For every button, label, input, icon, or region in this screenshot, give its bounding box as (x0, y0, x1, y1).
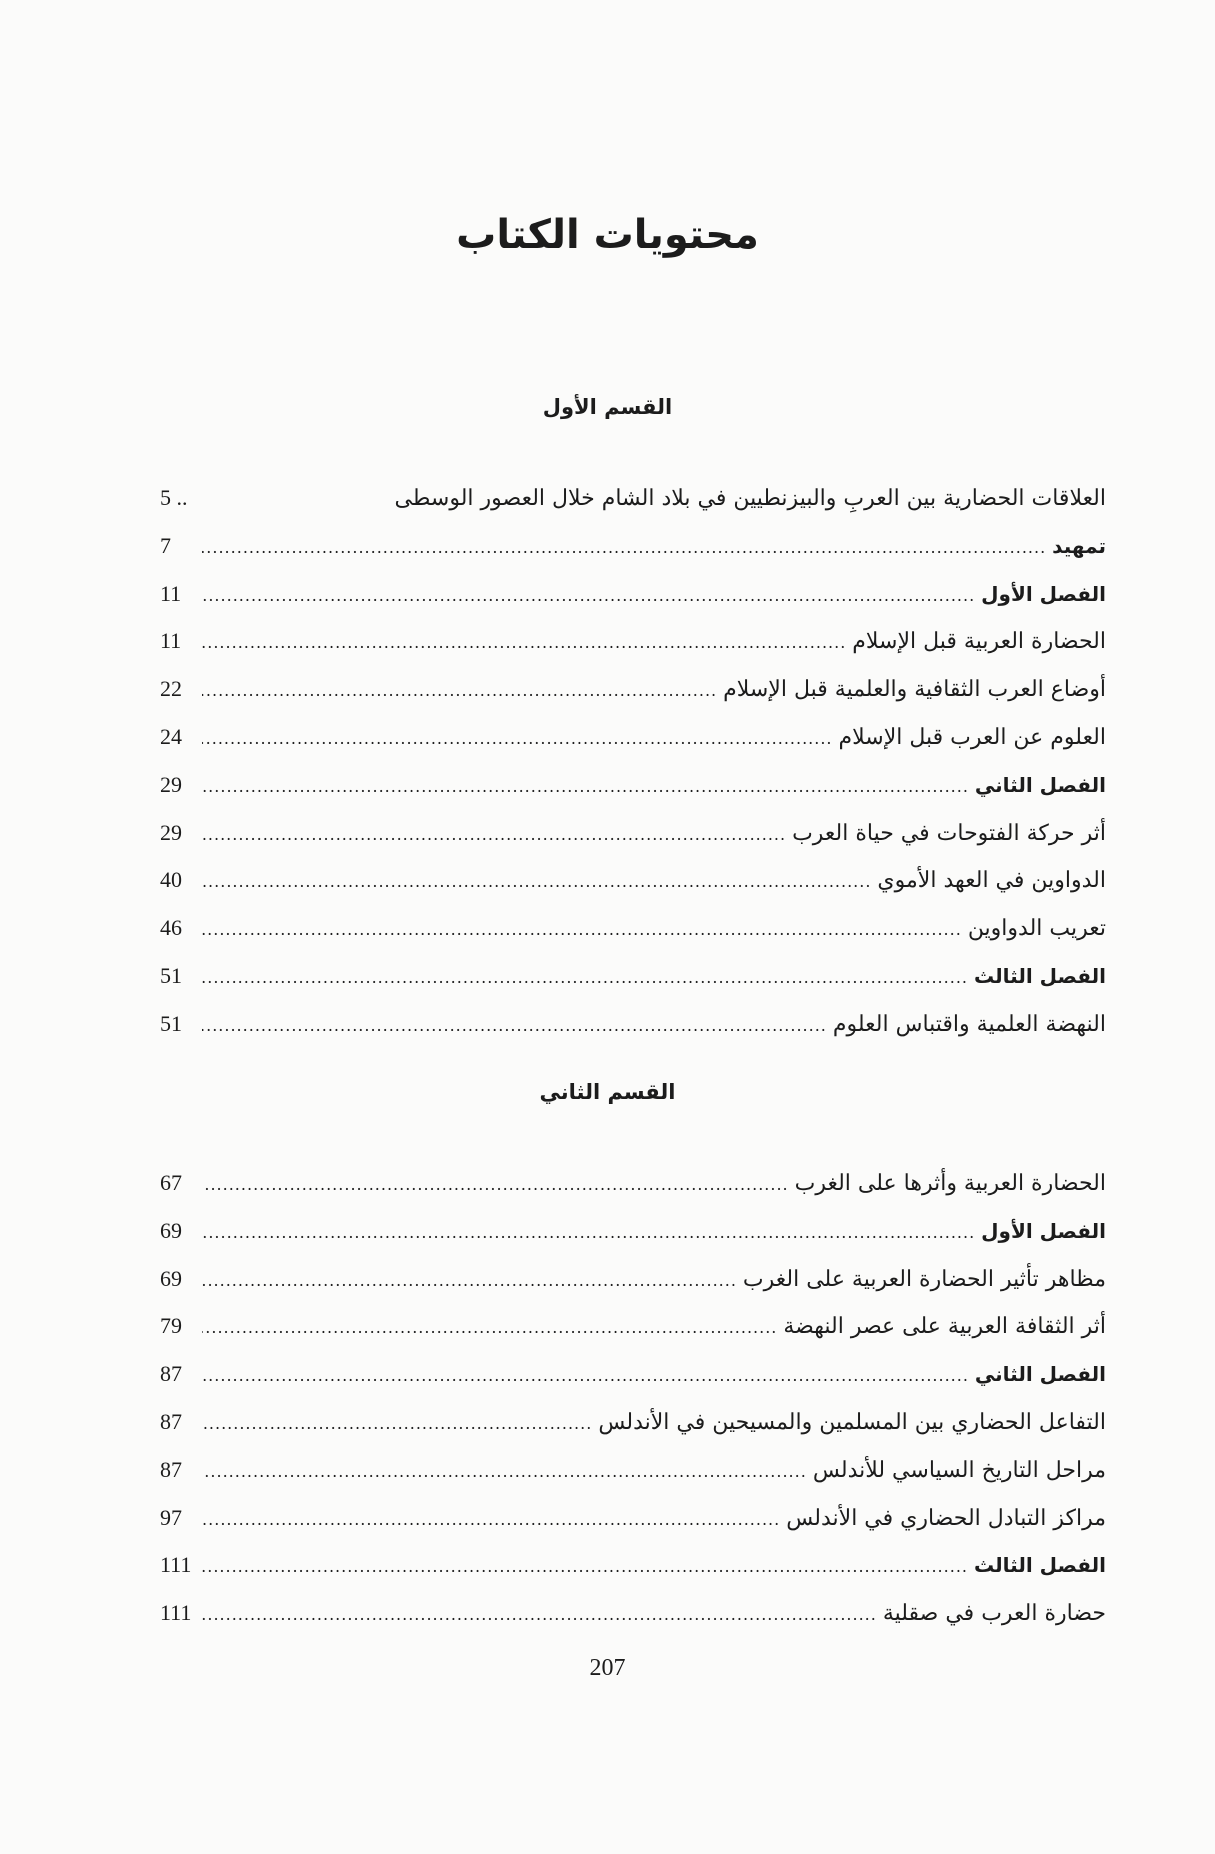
toc-entry-page: 40 (160, 867, 182, 893)
dot-leader (202, 954, 968, 1002)
toc-entry-page: 11 (160, 580, 182, 606)
toc-entry-title: الفصل الثالث (973, 1553, 1106, 1578)
toc-entry-page: 22 (160, 676, 182, 702)
toc-entry (160, 1207, 1106, 1255)
dot-leader (202, 715, 833, 763)
page-number: 207 (589, 1655, 626, 1681)
toc-entry-title: الفصل الأول (981, 1218, 1106, 1243)
toc-entry-page: 46 (160, 915, 182, 941)
dot-leader (202, 619, 846, 667)
dot-leader (202, 763, 969, 811)
toc-entry-title: مراكز التبادل الحضاري في الأندلس (786, 1505, 1106, 1531)
toc-entry-title: أثر حركة الفتوحات في حياة العرب (792, 820, 1106, 846)
toc-entry-title: تمهيد (1052, 533, 1106, 558)
toc-entry (160, 809, 1106, 857)
toc-entry-title: الفصل الأول (981, 581, 1106, 606)
toc-entry-title: مراحل التاريخ السياسي للأندلس (812, 1457, 1106, 1483)
toc-entry (160, 1589, 1106, 1637)
toc-entry (160, 713, 1106, 761)
dot-leader (202, 1209, 975, 1257)
toc-entry-title: الفصل الثاني (974, 1362, 1106, 1387)
toc-entry-title: الفصل الثالث (973, 963, 1106, 988)
part-1-toc-list (160, 474, 1106, 1048)
toc-entry (160, 952, 1106, 1000)
dot-leader (202, 1543, 968, 1591)
toc-entry-page: 87 (160, 1408, 182, 1434)
toc-entry-title: أوضاع العرب الثقافية والعلمية قبل الإسلام (723, 677, 1106, 703)
toc-entry (160, 856, 1106, 904)
toc-entry-page: 69 (160, 1265, 182, 1291)
dot-leader (202, 1002, 827, 1050)
part-2-toc-list (160, 1159, 1106, 1637)
toc-entry (160, 1398, 1106, 1446)
toc-entry (160, 1541, 1106, 1589)
toc-entry (160, 761, 1106, 809)
toc-entry-page: 111 (160, 1552, 192, 1578)
toc-entry-title: النهضة العلمية واقتباس العلوم (832, 1011, 1106, 1037)
toc-entry (160, 904, 1106, 952)
dot-leader (202, 1257, 737, 1305)
toc-entry-title: التفاعل الحضاري بين المسلمين والمسيحين في الأندلس (598, 1409, 1106, 1435)
toc-entry-page: .. 5 (160, 474, 196, 522)
toc-entry-title: الدواوين في العهد الأموي (877, 868, 1106, 894)
dot-leader (202, 572, 975, 620)
toc-entry-title: أثر الثقافة العربية على عصر النهضة (783, 1314, 1106, 1340)
toc-entry (160, 1446, 1106, 1494)
toc-entry (160, 1159, 1106, 1207)
toc-entry (160, 1494, 1106, 1542)
toc-entry (160, 474, 1106, 522)
part-2-heading: القسم الثاني (539, 1080, 676, 1104)
toc-entry-title: تعريب الدواوين (967, 916, 1106, 942)
page-title: محتويات الكتاب (456, 212, 759, 258)
toc-entry-title: الفصل الثاني (974, 772, 1106, 797)
toc-entry-page: 67 (160, 1170, 182, 1195)
toc-entry (160, 665, 1106, 713)
toc-entry-page: 7 (160, 532, 171, 558)
toc-entry (160, 1255, 1106, 1303)
toc-entry-page: 97 (160, 1504, 182, 1530)
toc-entry-title: الحضارة العربية وأثرها على الغرب (794, 1171, 1106, 1196)
toc-entry-title: الحضارة العربية قبل الإسلام (852, 629, 1106, 655)
toc-entry (160, 522, 1106, 570)
part-1-heading: القسم الأول (542, 395, 673, 419)
dot-leader (202, 858, 871, 906)
toc-entry-page: 24 (160, 723, 182, 749)
toc-entry (160, 617, 1106, 665)
toc-entry-title: مظاهر تأثير الحضارة العربية على الغرب (742, 1266, 1106, 1292)
dot-leader (202, 667, 717, 715)
dot-leader (202, 1448, 807, 1496)
toc-entry-page: 11 (160, 628, 182, 654)
toc-entry (160, 1302, 1106, 1350)
toc-entry-page: 69 (160, 1217, 182, 1243)
toc-entry-page: 87 (160, 1456, 182, 1482)
dot-leader (202, 1496, 780, 1544)
toc-entry-page: 87 (160, 1361, 182, 1387)
toc-entry-title: العلوم عن العرب قبل الإسلام (838, 724, 1106, 750)
toc-entry (160, 1000, 1106, 1048)
toc-entry-title: حضارة العرب في صقلية (882, 1601, 1106, 1627)
dot-leader (202, 1304, 777, 1352)
toc-entry-page: 111 (160, 1600, 192, 1626)
toc-entry-title: العلاقات الحضارية بين العربِ والبيزنطيين في بلاد الشام خلال العصور الوسطى (394, 486, 1106, 511)
dot-leader (202, 1161, 789, 1209)
toc-entry (160, 570, 1106, 618)
toc-entry-page: 79 (160, 1313, 182, 1339)
dot-leader (202, 1400, 592, 1448)
dot-leader (202, 1591, 877, 1639)
dot-leader (202, 524, 1046, 572)
toc-entry-page: 29 (160, 771, 182, 797)
toc-entry-page: 51 (160, 1010, 182, 1036)
dot-leader (202, 906, 962, 954)
toc-entry-page: 29 (160, 819, 182, 845)
toc-entry-page: 51 (160, 962, 182, 988)
dot-leader (202, 811, 786, 859)
dot-leader (202, 1352, 969, 1400)
toc-entry (160, 1350, 1106, 1398)
